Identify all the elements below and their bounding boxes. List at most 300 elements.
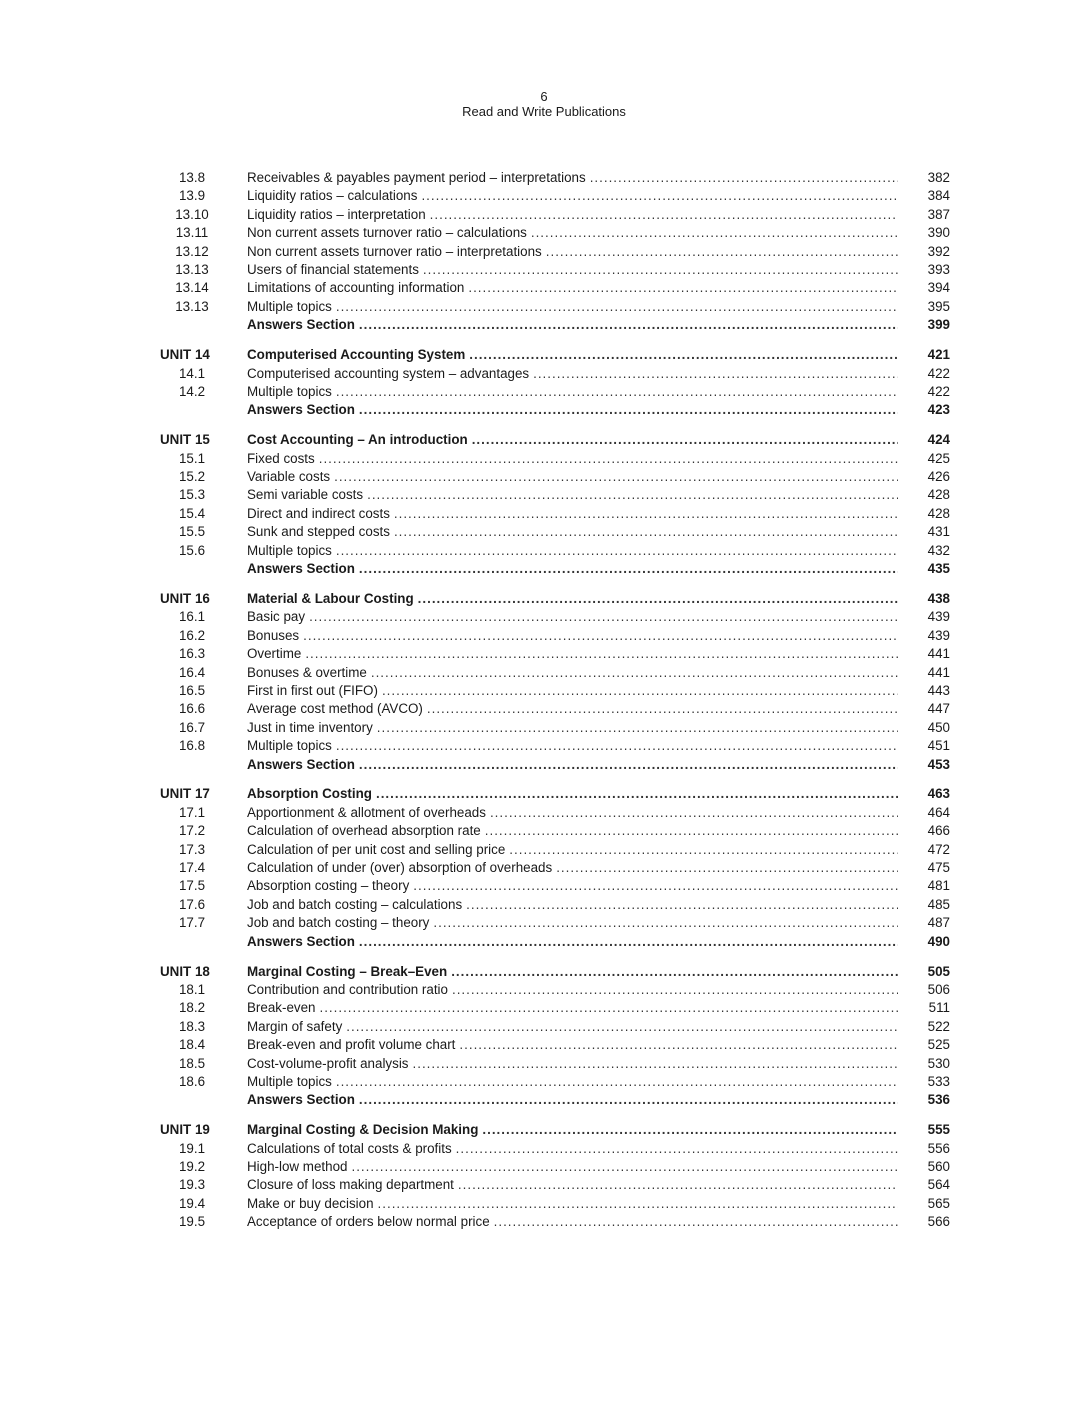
toc-number: 18.5 bbox=[178, 1055, 206, 1071]
toc-number: 16.2 bbox=[178, 627, 206, 643]
toc-title: Apportionment & allotment of overheads bbox=[247, 804, 486, 820]
toc-row bbox=[160, 627, 950, 645]
toc-number: 16.7 bbox=[178, 719, 206, 735]
toc-number: 15.3 bbox=[178, 487, 206, 503]
toc-unit-row bbox=[160, 431, 950, 449]
toc-page-number: 382 bbox=[927, 170, 950, 185]
toc-title: Closure of loss making department bbox=[247, 1177, 454, 1193]
toc-title-wrap bbox=[247, 627, 898, 645]
dot-leader bbox=[418, 590, 898, 608]
toc-page-number: 395 bbox=[927, 298, 950, 314]
toc-title: Absorption costing – theory bbox=[247, 878, 410, 894]
toc-title-wrap bbox=[247, 859, 898, 877]
toc-page-number: 399 bbox=[927, 317, 950, 333]
dot-leader bbox=[319, 999, 898, 1017]
toc-page-number: 472 bbox=[927, 841, 950, 857]
toc-row bbox=[160, 841, 950, 859]
toc-page-number: 428 bbox=[927, 505, 950, 521]
toc-title-wrap bbox=[247, 933, 898, 951]
toc-row bbox=[160, 682, 950, 700]
toc-number: 16.5 bbox=[178, 682, 206, 698]
dot-leader bbox=[359, 756, 898, 774]
toc-number: 18.4 bbox=[178, 1037, 206, 1053]
toc-page-number: 394 bbox=[927, 280, 950, 296]
dot-leader bbox=[468, 279, 898, 297]
toc-title-wrap bbox=[247, 841, 898, 859]
toc-page-number: 439 bbox=[927, 609, 950, 625]
page-number: 6 bbox=[540, 89, 548, 104]
toc-number: 18.1 bbox=[178, 981, 206, 997]
dot-leader bbox=[430, 206, 898, 224]
toc-title: Job and batch costing – theory bbox=[247, 915, 430, 931]
dot-leader bbox=[371, 664, 898, 682]
dot-leader bbox=[359, 1091, 898, 1109]
dot-leader bbox=[303, 627, 898, 645]
toc-number: UNIT 15 bbox=[160, 432, 210, 448]
toc-title-wrap bbox=[247, 1121, 898, 1139]
dot-leader bbox=[509, 841, 898, 859]
dot-leader bbox=[376, 785, 898, 803]
toc-title-wrap bbox=[247, 279, 898, 297]
toc-row bbox=[160, 279, 950, 297]
dot-leader bbox=[590, 169, 898, 187]
toc-title-wrap bbox=[247, 1055, 898, 1073]
dot-leader bbox=[346, 1018, 898, 1036]
toc-row bbox=[160, 1140, 950, 1158]
dot-leader bbox=[413, 877, 898, 895]
dot-leader bbox=[359, 933, 898, 951]
toc-title: Non current assets turnover ratio – interpretations bbox=[247, 243, 542, 259]
toc-page-number: 565 bbox=[927, 1195, 950, 1211]
toc-title-wrap bbox=[247, 1018, 898, 1036]
toc-number: 15.5 bbox=[178, 524, 206, 540]
toc-page-number: 453 bbox=[927, 756, 950, 772]
toc-page-number: 432 bbox=[927, 542, 950, 558]
toc-title: Computerised Accounting System bbox=[247, 347, 466, 363]
toc-number: 13.11 bbox=[175, 225, 209, 241]
toc-page-number: 422 bbox=[927, 383, 950, 399]
dot-leader bbox=[336, 298, 898, 316]
toc-title-wrap bbox=[247, 206, 898, 224]
dot-leader bbox=[421, 187, 898, 205]
toc-row bbox=[160, 261, 950, 279]
toc-title: Calculation of under (over) absorption of overheads bbox=[247, 860, 553, 876]
toc-title-wrap bbox=[247, 682, 898, 700]
toc-title: Users of financial statements bbox=[247, 261, 419, 277]
toc-title: Answers Section bbox=[247, 1092, 355, 1108]
dot-leader bbox=[531, 224, 898, 242]
toc-row bbox=[160, 505, 950, 523]
toc-row bbox=[160, 450, 950, 468]
toc-title: Answers Section bbox=[247, 561, 355, 576]
toc-number: UNIT 14 bbox=[160, 347, 210, 363]
toc-number: 13.13 bbox=[175, 298, 209, 314]
dot-leader bbox=[427, 700, 898, 718]
toc-page-number: 438 bbox=[927, 590, 950, 606]
toc-page-number: 566 bbox=[927, 1214, 950, 1230]
dot-leader bbox=[336, 737, 898, 755]
dot-leader bbox=[305, 645, 898, 663]
toc-number: 14.1 bbox=[178, 365, 206, 381]
toc-title: Contribution and contribution ratio bbox=[247, 981, 448, 997]
toc-row bbox=[160, 206, 950, 224]
toc-title: Answers Section bbox=[247, 402, 355, 418]
toc-number: UNIT 19 bbox=[160, 1122, 210, 1138]
dot-leader bbox=[490, 804, 898, 822]
toc-title-wrap bbox=[247, 804, 898, 822]
toc-number: 19.5 bbox=[178, 1214, 206, 1230]
toc-row bbox=[160, 298, 950, 316]
toc-title: Break-even bbox=[247, 1000, 316, 1016]
toc-title: Liquidity ratios – interpretation bbox=[247, 206, 426, 222]
toc-title: Acceptance of orders below normal price bbox=[247, 1214, 490, 1230]
toc-title-wrap bbox=[247, 608, 898, 626]
toc-title-wrap bbox=[247, 450, 898, 468]
toc-page-number: 392 bbox=[927, 243, 950, 259]
toc-answers-row bbox=[160, 401, 950, 419]
toc-row bbox=[160, 608, 950, 626]
toc-number: 14.2 bbox=[178, 383, 206, 399]
toc-page-number: 435 bbox=[927, 561, 950, 576]
toc-title-wrap bbox=[247, 542, 898, 560]
toc-page-number: 481 bbox=[927, 878, 950, 894]
toc-title: Answers Section bbox=[247, 933, 355, 949]
toc-number: UNIT 18 bbox=[160, 963, 210, 979]
dot-leader bbox=[546, 243, 898, 261]
toc-title-wrap bbox=[247, 243, 898, 261]
toc-title: Margin of safety bbox=[247, 1018, 343, 1034]
toc-page-number: 441 bbox=[927, 664, 950, 680]
toc-row bbox=[160, 999, 950, 1017]
toc-number: 13.8 bbox=[178, 170, 206, 185]
toc-row bbox=[160, 365, 950, 383]
toc-page-number: 487 bbox=[927, 915, 950, 931]
toc-title-wrap bbox=[247, 187, 898, 205]
toc-title: Semi variable costs bbox=[247, 487, 364, 503]
toc-page-number: 556 bbox=[927, 1140, 950, 1156]
toc-title: Answers Section bbox=[247, 317, 355, 333]
toc-number: 18.2 bbox=[178, 1000, 206, 1016]
toc-row bbox=[160, 1195, 950, 1213]
toc-title: Multiple topics bbox=[247, 298, 332, 314]
toc-title-wrap bbox=[247, 877, 898, 895]
toc-row bbox=[160, 523, 950, 541]
toc-title-wrap bbox=[247, 756, 898, 774]
dot-leader bbox=[394, 505, 898, 523]
toc-title: Marginal Costing – Break–Even bbox=[247, 963, 448, 979]
dot-leader bbox=[319, 450, 898, 468]
dot-leader bbox=[485, 822, 898, 840]
toc-page-number: 525 bbox=[927, 1037, 950, 1053]
toc-row bbox=[160, 804, 950, 822]
toc-row bbox=[160, 486, 950, 504]
publisher-name: Read and Write Publications bbox=[462, 104, 626, 119]
toc-row bbox=[160, 1158, 950, 1176]
toc-title: Calculation of per unit cost and selling price bbox=[247, 841, 506, 857]
toc-title-wrap bbox=[247, 1158, 898, 1176]
toc-number: 15.6 bbox=[178, 542, 206, 558]
toc-page-number: 564 bbox=[927, 1177, 950, 1193]
toc-title: Overtime bbox=[247, 646, 302, 662]
toc-title: Limitations of accounting information bbox=[247, 280, 465, 296]
toc-title: Multiple topics bbox=[247, 1073, 332, 1089]
toc-title-wrap bbox=[247, 505, 898, 523]
toc-title-wrap bbox=[247, 560, 898, 578]
toc-page-number: 441 bbox=[927, 646, 950, 662]
toc-page-number: 387 bbox=[927, 206, 950, 222]
page-header bbox=[0, 89, 1088, 119]
dot-leader bbox=[423, 261, 898, 279]
toc-title-wrap bbox=[247, 737, 898, 755]
toc-title: Bonuses & overtime bbox=[247, 664, 367, 680]
dot-leader bbox=[533, 365, 898, 383]
toc-number: 17.3 bbox=[178, 841, 206, 857]
toc-page-number: 421 bbox=[927, 347, 950, 363]
toc-title: Material & Labour Costing bbox=[247, 590, 414, 606]
toc-title: Computerised accounting system – advantages bbox=[247, 365, 530, 381]
toc-page-number: 522 bbox=[927, 1018, 950, 1034]
toc-title-wrap bbox=[247, 963, 898, 981]
toc-title-wrap bbox=[247, 822, 898, 840]
dot-leader bbox=[367, 486, 898, 504]
toc-row bbox=[160, 719, 950, 737]
toc-title-wrap bbox=[247, 523, 898, 541]
toc-title-wrap bbox=[247, 1140, 898, 1158]
toc-title: Direct and indirect costs bbox=[247, 505, 390, 521]
dot-leader bbox=[336, 1073, 898, 1091]
toc-page-number: 463 bbox=[927, 786, 950, 802]
toc-page-number: 466 bbox=[927, 823, 950, 839]
toc-title-wrap bbox=[247, 1036, 898, 1054]
toc-answers-row bbox=[160, 560, 950, 578]
toc-title: Multiple topics bbox=[247, 383, 332, 399]
dot-leader bbox=[494, 1213, 898, 1231]
toc-title: Cost-volume-profit analysis bbox=[247, 1055, 409, 1071]
dot-leader bbox=[334, 468, 898, 486]
toc-number: 17.2 bbox=[178, 823, 206, 839]
toc-title-wrap bbox=[247, 1073, 898, 1091]
toc-answers-row bbox=[160, 933, 950, 951]
toc-title-wrap bbox=[247, 981, 898, 999]
toc-title: Absorption Costing bbox=[247, 786, 372, 802]
dot-leader bbox=[377, 719, 898, 737]
toc-title-wrap bbox=[247, 1213, 898, 1231]
toc-page-number: 511 bbox=[928, 1000, 950, 1016]
toc-row bbox=[160, 914, 950, 932]
toc-title-wrap bbox=[247, 401, 898, 419]
dot-leader bbox=[359, 316, 898, 334]
toc-number: UNIT 16 bbox=[160, 590, 210, 606]
dot-leader bbox=[351, 1158, 898, 1176]
toc-title: Multiple topics bbox=[247, 738, 332, 754]
dot-leader bbox=[451, 963, 898, 981]
toc-number: 13.10 bbox=[175, 206, 209, 222]
toc-row bbox=[160, 1055, 950, 1073]
toc-title-wrap bbox=[247, 1091, 898, 1109]
toc-row bbox=[160, 1018, 950, 1036]
toc-answers-row bbox=[160, 756, 950, 774]
toc-title-wrap bbox=[247, 316, 898, 334]
toc-number: 13.9 bbox=[178, 188, 206, 204]
toc-page-number: 423 bbox=[927, 402, 950, 418]
toc-title-wrap bbox=[247, 590, 898, 608]
toc-row bbox=[160, 737, 950, 755]
toc-row bbox=[160, 224, 950, 242]
table-of-contents bbox=[160, 169, 950, 1232]
toc-page-number: 506 bbox=[927, 981, 950, 997]
toc-page-number: 536 bbox=[927, 1092, 950, 1108]
toc-number: 16.8 bbox=[178, 738, 206, 754]
toc-number: 18.6 bbox=[178, 1073, 206, 1089]
toc-row bbox=[160, 1176, 950, 1194]
toc-page-number: 555 bbox=[927, 1122, 950, 1138]
toc-page-number: 485 bbox=[927, 896, 950, 912]
toc-title: High-low method bbox=[247, 1159, 348, 1175]
dot-leader bbox=[433, 914, 898, 932]
toc-page-number: 439 bbox=[927, 627, 950, 643]
dot-leader bbox=[482, 1121, 898, 1139]
toc-title-wrap bbox=[247, 896, 898, 914]
toc-number: 16.6 bbox=[178, 701, 206, 717]
toc-row bbox=[160, 169, 950, 187]
toc-page-number: 393 bbox=[927, 261, 950, 277]
toc-title-wrap bbox=[247, 486, 898, 504]
dot-leader bbox=[309, 608, 898, 626]
toc-number: 13.12 bbox=[175, 243, 209, 259]
toc-page-number: 464 bbox=[927, 804, 950, 820]
toc-title: Basic pay bbox=[247, 609, 306, 625]
toc-page-number: 384 bbox=[927, 188, 950, 204]
toc-title-wrap bbox=[247, 431, 898, 449]
toc-page-number: 422 bbox=[927, 365, 950, 381]
toc-title-wrap bbox=[247, 383, 898, 401]
toc-title-wrap bbox=[247, 298, 898, 316]
toc-number: 16.4 bbox=[178, 664, 206, 680]
toc-number: 13.14 bbox=[175, 280, 209, 296]
toc-number: 16.1 bbox=[178, 609, 206, 625]
toc-title-wrap bbox=[247, 700, 898, 718]
toc-page-number: 443 bbox=[927, 682, 950, 698]
toc-title: Average cost method (AVCO) bbox=[247, 701, 423, 717]
toc-row bbox=[160, 664, 950, 682]
toc-number: 13.13 bbox=[175, 261, 209, 277]
dot-leader bbox=[556, 859, 898, 877]
dot-leader bbox=[359, 560, 898, 578]
toc-title-wrap bbox=[247, 346, 898, 364]
toc-title: Break-even and profit volume chart bbox=[247, 1037, 456, 1053]
toc-unit-row bbox=[160, 963, 950, 981]
toc-page-number: 530 bbox=[927, 1055, 950, 1071]
toc-row bbox=[160, 542, 950, 560]
toc-title: Fixed costs bbox=[247, 450, 315, 466]
toc-page-number: 533 bbox=[927, 1073, 950, 1089]
toc-title: Variable costs bbox=[247, 469, 331, 485]
toc-title: Calculations of total costs & profits bbox=[247, 1140, 452, 1156]
toc-unit-row bbox=[160, 346, 950, 364]
toc-title-wrap bbox=[247, 365, 898, 383]
toc-page-number: 428 bbox=[927, 487, 950, 503]
toc-title: Answers Section bbox=[247, 756, 355, 772]
toc-title-wrap bbox=[247, 1176, 898, 1194]
toc-row bbox=[160, 700, 950, 718]
toc-title-wrap bbox=[247, 261, 898, 279]
toc-page-number: 424 bbox=[927, 432, 950, 448]
dot-leader bbox=[378, 1195, 898, 1213]
toc-row bbox=[160, 822, 950, 840]
toc-page-number: 490 bbox=[927, 933, 950, 949]
toc-title: Bonuses bbox=[247, 627, 300, 643]
toc-title: Cost Accounting – An introduction bbox=[247, 432, 468, 448]
toc-title: Receivables & payables payment period – interpretations bbox=[247, 170, 586, 185]
toc-number: 17.6 bbox=[178, 896, 206, 912]
toc-page-number: 431 bbox=[927, 524, 950, 540]
toc-number: 17.7 bbox=[178, 915, 206, 931]
toc-row bbox=[160, 243, 950, 261]
toc-row bbox=[160, 859, 950, 877]
dot-leader bbox=[394, 523, 898, 541]
dot-leader bbox=[466, 896, 898, 914]
dot-leader bbox=[413, 1055, 899, 1073]
toc-title: Marginal Costing & Decision Making bbox=[247, 1122, 479, 1138]
toc-page-number: 505 bbox=[927, 963, 950, 979]
toc-title-wrap bbox=[247, 468, 898, 486]
toc-number: 15.1 bbox=[178, 450, 206, 466]
dot-leader bbox=[382, 682, 898, 700]
toc-title-wrap bbox=[247, 1195, 898, 1213]
dot-leader bbox=[336, 383, 898, 401]
toc-number: 19.3 bbox=[178, 1177, 206, 1193]
toc-title: Multiple topics bbox=[247, 542, 332, 558]
toc-title: Job and batch costing – calculations bbox=[247, 896, 463, 912]
toc-row bbox=[160, 1073, 950, 1091]
toc-row bbox=[160, 645, 950, 663]
dot-leader bbox=[336, 542, 898, 560]
toc-title-wrap bbox=[247, 999, 898, 1017]
dot-leader bbox=[472, 431, 898, 449]
toc-title: Sunk and stepped costs bbox=[247, 524, 390, 540]
toc-number: 19.1 bbox=[178, 1140, 206, 1156]
toc-number: 16.3 bbox=[178, 646, 206, 662]
toc-number: 19.4 bbox=[178, 1195, 206, 1211]
toc-row bbox=[160, 187, 950, 205]
toc-number: 15.4 bbox=[178, 505, 206, 521]
dot-leader bbox=[459, 1036, 898, 1054]
dot-leader bbox=[452, 981, 898, 999]
toc-row bbox=[160, 896, 950, 914]
toc-number: 15.2 bbox=[178, 469, 206, 485]
toc-page-number: 475 bbox=[927, 860, 950, 876]
toc-answers-row bbox=[160, 1091, 950, 1109]
toc-title-wrap bbox=[247, 785, 898, 803]
toc-number: 17.5 bbox=[178, 878, 206, 894]
toc-title: Make or buy decision bbox=[247, 1195, 374, 1211]
toc-row bbox=[160, 468, 950, 486]
dot-leader bbox=[359, 401, 898, 419]
toc-title-wrap bbox=[247, 914, 898, 932]
toc-unit-row bbox=[160, 590, 950, 608]
toc-number: UNIT 17 bbox=[160, 786, 210, 802]
toc-number: 17.4 bbox=[178, 860, 206, 876]
toc-unit-row bbox=[160, 785, 950, 803]
toc-row bbox=[160, 1036, 950, 1054]
toc-page-number: 450 bbox=[927, 719, 950, 735]
dot-leader bbox=[469, 346, 898, 364]
toc-unit-row bbox=[160, 1121, 950, 1139]
dot-leader bbox=[458, 1176, 898, 1194]
toc-row bbox=[160, 877, 950, 895]
toc-number: 18.3 bbox=[178, 1018, 206, 1034]
toc-title-wrap bbox=[247, 664, 898, 682]
